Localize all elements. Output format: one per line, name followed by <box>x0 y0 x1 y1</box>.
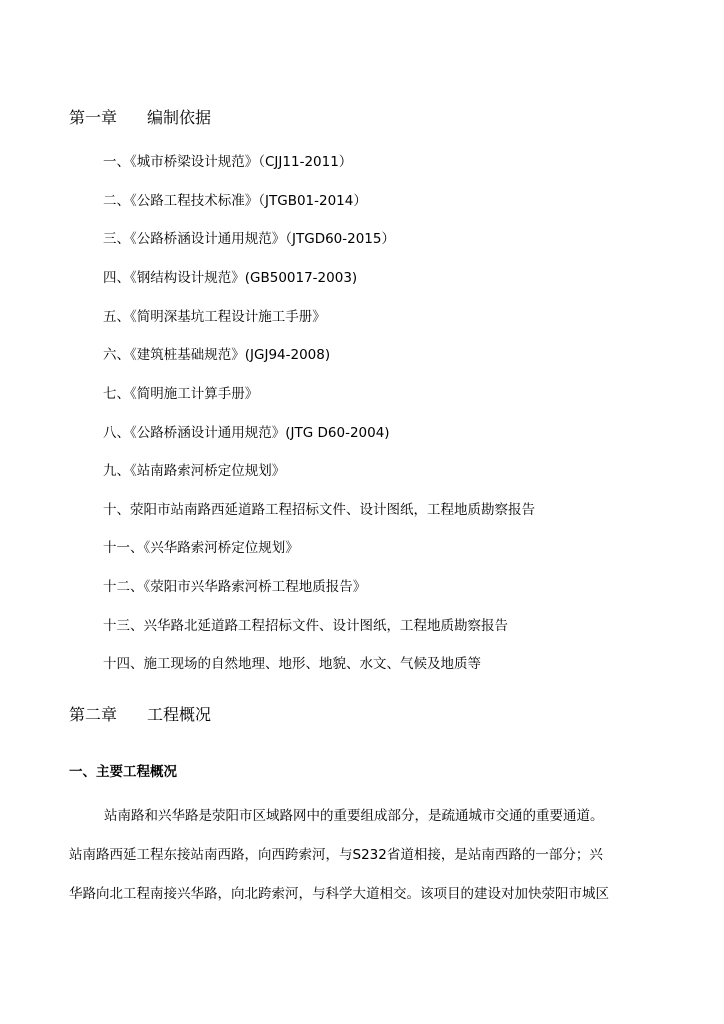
paragraph-line: 华路向北工程南接兴华路，向北跨索河，与科学大道相交。该项目的建设对加快荥阳市城区 <box>69 886 609 902</box>
basis-item: 五、《简明深基坑工程设计施工手册》 <box>103 309 326 325</box>
basis-item: 六、《建筑桩基础规范》(JGJ94-2008) <box>103 347 331 363</box>
basis-item: 八、《公路桥涵设计通用规范》(JTG D60-2004) <box>103 425 390 441</box>
basis-item: 十四、施工现场的自然地理、地形、地貌、水文、气候及地质等 <box>103 656 481 672</box>
chapter-number: 第二章 <box>69 705 118 724</box>
basis-item: 十二、《荥阳市兴华路索河桥工程地质报告》 <box>103 579 367 595</box>
basis-item: 九、《站南路索河桥定位规划》 <box>103 463 286 479</box>
chapter-number: 第一章 <box>69 108 118 127</box>
basis-item: 三、《公路桥涵设计通用规范》（JTGD60-2015） <box>103 231 395 247</box>
basis-item: 四、《钢结构设计规范》(GB50017-2003) <box>103 270 358 286</box>
basis-item: 十、荥阳市站南路西延道路工程招标文件、设计图纸，工程地质勘察报告 <box>103 502 535 518</box>
basis-item: 二、《公路工程技术标准》（JTGB01-2014） <box>103 193 367 209</box>
paragraph-line: 站南路西延工程东接站南西路，向西跨索河，与S232省道相接，是站南西路的一部分；兴 <box>69 847 603 863</box>
paragraph-line: 站南路和兴华路是荥阳市区域路网中的重要组成部分，是疏通城市交通的重要通道。 <box>104 808 604 824</box>
chapter-2-heading <box>69 705 211 725</box>
chapter-title: 工程概况 <box>147 705 212 724</box>
chapter-title: 编制依据 <box>147 108 212 127</box>
basis-item: 十三、兴华路北延道路工程招标文件、设计图纸，工程地质勘察报告 <box>103 618 508 634</box>
chapter-1-heading <box>69 108 211 128</box>
basis-item: 七、《简明施工计算手册》 <box>103 386 259 402</box>
basis-item: 一、《城市桥梁设计规范》（CJJ11-2011） <box>103 154 353 170</box>
section-heading: 一、主要工程概况 <box>69 764 177 780</box>
basis-item: 十一、《兴华路索河桥定位规划》 <box>103 540 299 556</box>
